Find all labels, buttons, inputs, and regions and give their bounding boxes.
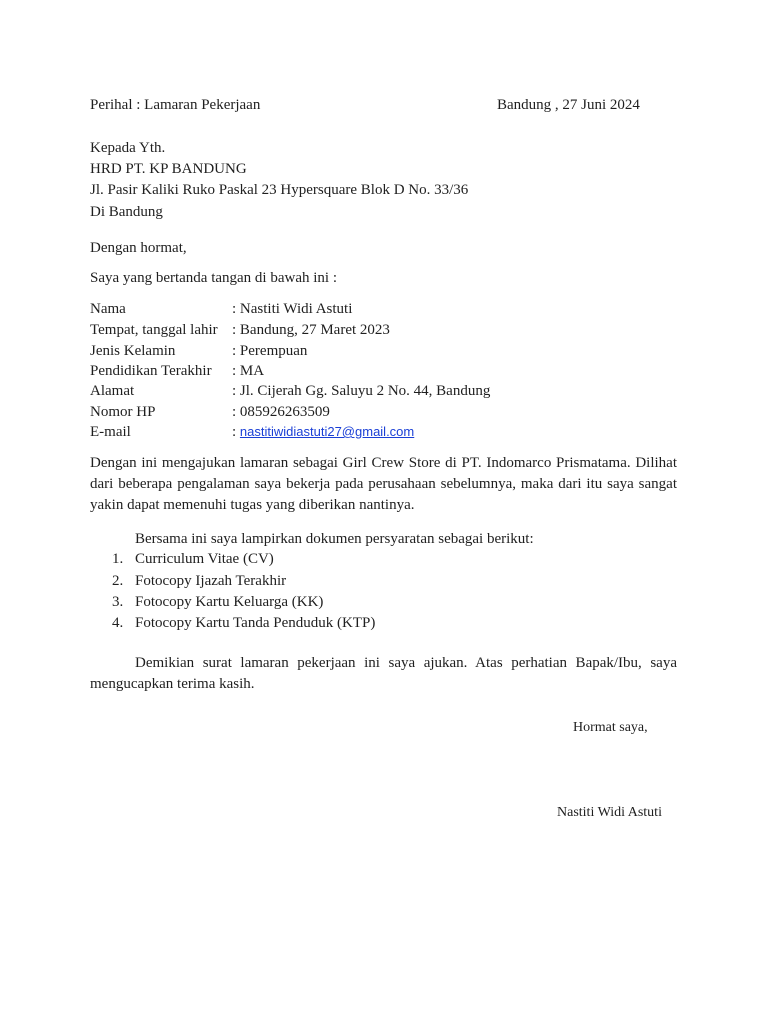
recipient-company: HRD PT. KP BANDUNG [90,161,247,177]
identity-value [232,422,414,442]
identity-label: E-mail [90,424,131,440]
identity-value: : Bandung, 27 Maret 2023 [232,322,390,338]
list-item-number: 1. [112,551,124,567]
email-link[interactable]: nastitiwidiastuti27@gmail.com [239,424,415,439]
identity-label: Nomor HP [90,404,156,420]
list-item-number: 3. [112,594,124,610]
signoff: Hormat saya, [573,720,648,735]
attachments-intro: Bersama ini saya lampirkan dokumen persyaratan sebagai berikut: [135,531,534,547]
identity-label: Nama [90,301,126,317]
identity-label: Pendidikan Terakhir [90,363,212,379]
recipient-greeting: Kepada Yth. [90,140,166,156]
closing-paragraph: Demikian surat lamaran pekerjaan ini saya ajukan. Atas perhatian Bapak/Ibu, saya mengucapkan terima kasih. [90,655,677,692]
body-paragraph: Dengan ini mengajukan lamaran sebagai Girl Crew Store di PT. Indomarco Prismatama. Dilihat dari beberapa pengalaman saya bekerja pada perusahaan sebelumnya, maka dari itu saya sangat yakin dapat memenuhi tugas yang diberikan nantinya. [90,455,677,513]
letter-subject: Perihal : Lamaran Pekerjaan [90,97,261,113]
identity-label: Jenis Kelamin [90,343,176,359]
email-prefix: : [232,424,240,440]
identity-label: Alamat [90,383,135,399]
list-item-text: Fotocopy Kartu Keluarga (KK) [135,594,324,610]
identity-label: Tempat, tanggal lahir [90,322,218,338]
letter-place-date: Bandung , 27 Juni 2024 [497,97,640,113]
identity-value: : 085926263509 [232,404,330,420]
intro-line: Saya yang bertanda tangan di bawah ini : [90,270,338,286]
recipient-city: Di Bandung [90,204,163,220]
signer-name: Nastiti Widi Astuti [557,805,662,820]
identity-value: : MA [232,363,265,379]
identity-value: : Perempuan [232,343,308,359]
identity-value: : Jl. Cijerah Gg. Saluyu 2 No. 44, Bandung [232,383,491,399]
recipient-address: Jl. Pasir Kaliki Ruko Paskal 23 Hypersquare Blok D No. 33/36 [90,182,469,198]
list-item-number: 4. [112,615,124,631]
list-item-text: Curriculum Vitae (CV) [135,551,274,567]
list-item-number: 2. [112,573,124,589]
identity-value: : Nastiti Widi Astuti [232,301,353,317]
list-item-text: Fotocopy Kartu Tanda Penduduk (KTP) [135,615,376,631]
salutation: Dengan hormat, [90,240,187,256]
list-item-text: Fotocopy Ijazah Terakhir [135,573,287,589]
